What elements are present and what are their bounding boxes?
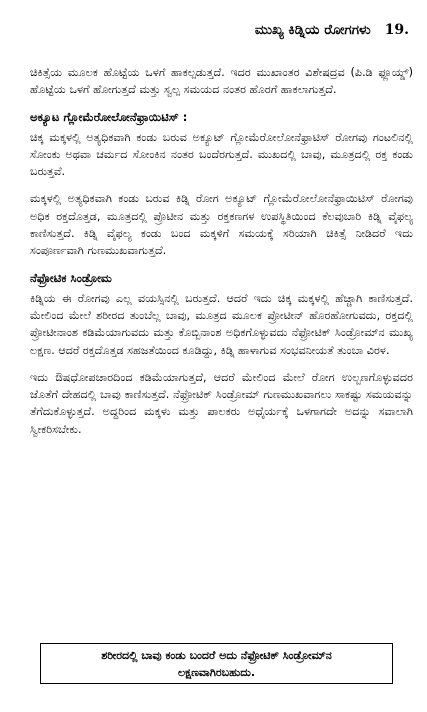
callout-box — [40, 643, 393, 684]
callout-line-1: ಶರೀರದಲ್ಲಿ ಬಾವು ಕಂಡು ಬಂದರೆ ಅದು ನೆಫ್ರೋಟಿಕ್ ಸಿಂಡ್ರೋಮ್‌ನ — [101, 649, 332, 662]
page-header — [255, 22, 409, 38]
section-heading-acute-gn: ಅಕ್ಯೂಟ ಗ್ಲೋಮೆರೋಲೋನೆಫ್ರಾಯಿಟಿಸ್ : — [30, 109, 188, 124]
page-number: 19. — [384, 22, 409, 38]
callout-line-2: ಲಕ್ಷಣವಾಗಿರಬಹುದು. — [177, 666, 256, 679]
acute-gn-paragraph-1: ಚಿಕ್ಕ ಮಕ್ಕಳಲ್ಲಿ ಅತ್ಯಧಿಕವಾಗಿ ಕಂಡು ಬರುವ ಅಕ್ಯೂಟ್ ಗ್ಲೋಮೆರೋಲೋನೆಫ್ರಾಟಿಸ್ ರೋಗವು ಗಂಟಲಿನಲ್ಲಿ ಸೋಂಕು ಅಥವಾ ಚರ್ಮದ ಸೋಂಕಿನ ನಂತರ ಬಂದೆರಗುತ್ತದೆ. ಮುಖದಲ್ಲಿ ಬಾವು, ಮೂತ್ರದಲ್ಲಿ ರಕ್ತ ಕಂಡು ಬರುತ್ತವೆ. — [30, 130, 413, 179]
nephrotic-paragraph-1: ಕಿಡ್ನಿಯ ಈ ರೋಗವು ಎಲ್ಲ ವಯಸ್ಸಿನಲ್ಲಿ ಬರುತ್ತದೆ. ಆದರೆ ಇದು ಚಿಕ್ಕ ಮಕ್ಕಳಲ್ಲಿ ಹೆಚ್ಚಾಗಿ ಕಾಣಿಸುತ್ತದೆ. ಮೇಲಿಂದ ಮೇಲೆ ಶರೀರದ ತುಂಬೆಲ್ಲ ಬಾವು, ಮೂತ್ರದ ಮೂಲಕ ಪ್ರೋಟೀನ್ ಹೊರಹೋಗುವದು, ರಕ್ತದಲ್ಲಿ ಪ್ರೋಟೀನಾಂಶ ಕಡಿಮೆಯಾಗುವದು ಮತ್ತು ಕೊಬ್ಬಿನಾಂಶ ಅಧಿಕಗೊಳ್ಳುವದು ನೆಫ್ರೋಟಿಕ್ ಸಿಂಡ್ರೋಮ್‌ನ ಮುಖ್ಯ ಲಕ್ಷಣ. ಆದರೆ ರಕ್ತದೊತ್ತಡ ಸಹಜತೆಯಿಂದ ಕೂಡಿದ್ದು, ಕಿಡ್ನಿ ಹಾಳಾಗುವ ಸಂಭವನೀಯತೆ ತುಂಬಾ ವಿರಳ. — [30, 291, 413, 357]
page-body — [30, 64, 413, 448]
intro-paragraph: ಚಿಕಿತ್ಸೆಯ ಮೂಲಕ ಹೊಟ್ಟೆಯ ಒಳಗೆ ಹಾಕಲ್ಪಡುತ್ತದೆ. ಇದರ ಮುಖಾಂತರ ವಿಶೇಷದ್ರವ (ಪಿ.ಡಿ ಫ್ಲೂಯ್ಡ್) ಹೊಟ್ಟೆಯ ಒಳಗೆ ಹೋಗುತ್ತದೆ ಮತ್ತು ಸ್ವಲ್ಪ ಸಮಯದ ನಂತರ ಹೊರಗೆ ಹಾಕಲಾಗುತ್ತದೆ. — [30, 66, 413, 97]
acute-gn-paragraph-2: ಮಕ್ಕಳಲ್ಲಿ ಅತ್ಯಧಿಕವಾಗಿ ಕಂಡು ಬರುವ ಕಿಡ್ನಿ ರೋಗ ಅಕ್ಯೂಟ್ ಗ್ಲೋಮೆರೋಲೋನೆಫ್ರಾಯಿಟಿಸ್ ರೋಗವು ಅಧಿಕ ರಕ್ತದೊತ್ತಡ, ಮೂತ್ರದಲ್ಲಿ ಪ್ರೊಟೀನ ಮತ್ತು ರಕ್ತಕಣಗಳ ಉಪಸ್ಥಿತಿಯಿಂದ ಕೆಲವುಬಾರಿ ಕಿಡ್ನಿ ವೈಫಲ್ಯ ಕಾಣಿಸುತ್ತದೆ. ಕಿಡ್ನಿ ವೈಫಲ್ಯ ಕಂಡು ಬಂದ ಮಕ್ಕಳಿಗೆ ಸಮಯಕ್ಕೆ ಸರಿಯಾಗಿ ಚಿಕಿತ್ಸೆ ನೀಡಿದರೆ ಇದು ಸಂಪೂರ್ಣವಾಗಿ ಗುಣಮುಖವಾಗುತ್ತದೆ. — [30, 192, 413, 258]
running-title: ಮುಖ್ಯ ಕಿಡ್ನಿಯ ರೋಗಗಳು — [254, 22, 371, 38]
nephrotic-paragraph-2: ಇದು ಔಷಧೋಪಚಾರದಿಂದ ಕಡಿಮೆಯಾಗುತ್ತದೆ, ಆದರೆ ಮೇಲಿಂದ ಮೇಲೆ ರೋಗ ಉಲ್ಬಣಗೊಳ್ಳುವದರ ಜೊತೆಗೆ ದೇಹದಲ್ಲಿ ಬಾವು ಕಾಣಿಸುತ್ತದೆ. ನೆಫ್ರೋಟಿಕ್ ಸಿಂಡ್ರೋಮ್ ಗುಣಮುಖವಾಗಲು ಸಾಕಷ್ಟು ಸಮಯವನ್ನು ತೆಗೆದುಕೊಳ್ಳುತ್ತದೆ. ಅದ್ದರಿಂದ ಮಕ್ಕಳು ಮತ್ತು ಪಾಲಕರು ಅಧೈರ್ಯಕ್ಕೆ ಒಳಗಾಗದೇ ಅದನ್ನು ಸವಾಲಾಗಿ ಸ್ವೀಕರಿಸಬೇಕು. — [30, 370, 413, 436]
section-heading-nephrotic: ನೆಫ್ರೋಟಿಕ ಸಿಂಡ್ರೋಮ — [30, 270, 112, 285]
